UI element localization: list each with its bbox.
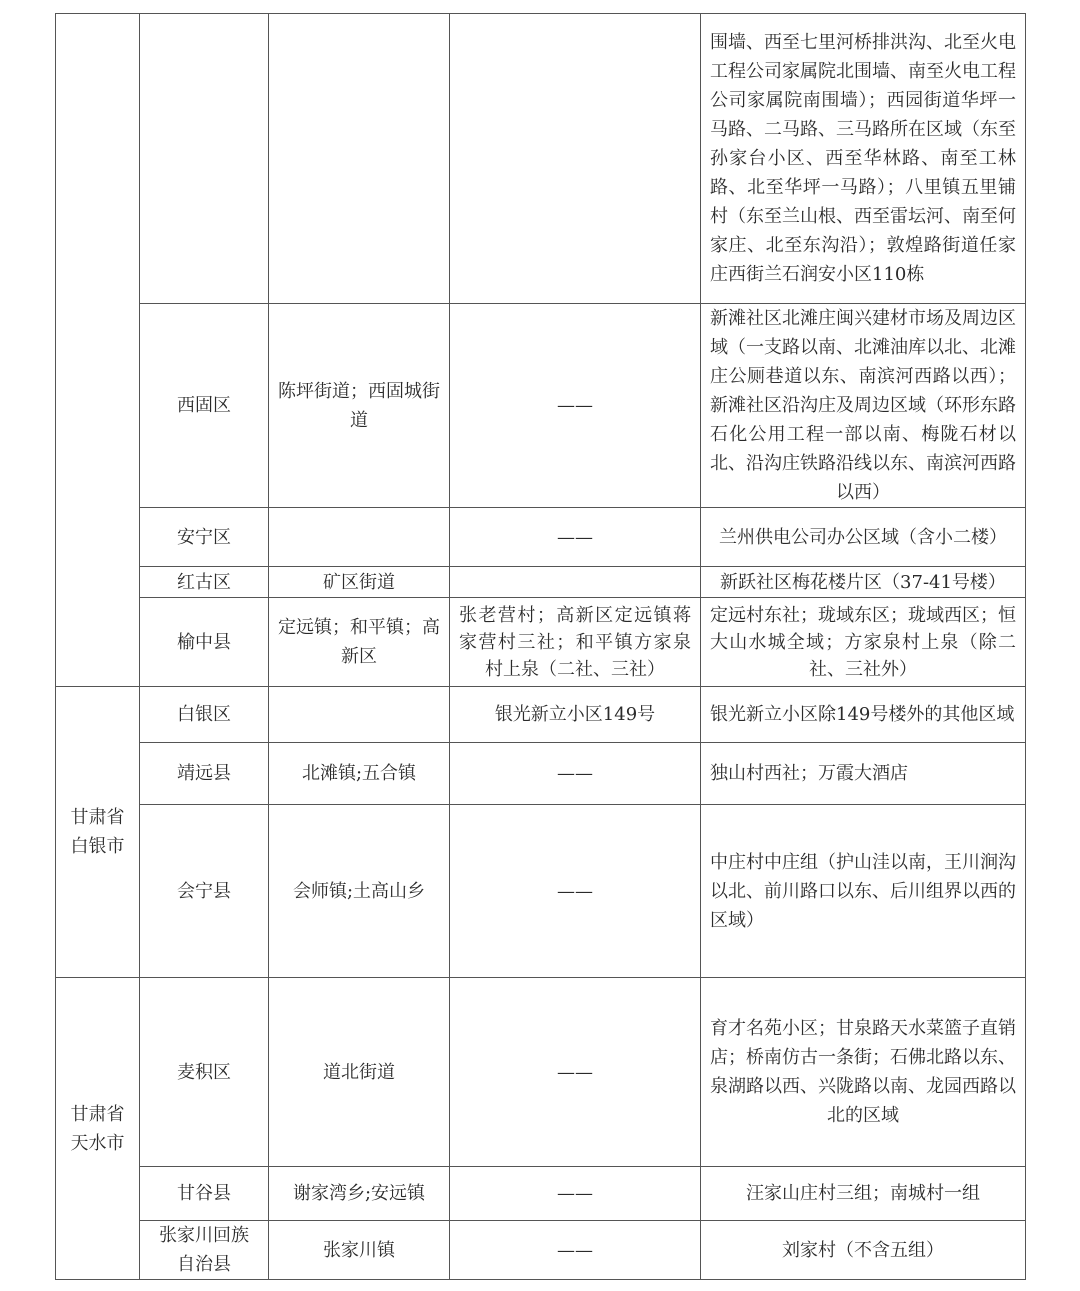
low-risk-text: 独山村西社；万霞大酒店 bbox=[710, 763, 908, 784]
low-risk-text: 兰州供电公司办公区域（含小二楼） bbox=[719, 526, 1007, 548]
medium-risk-text: 张老营村；高新区定远镇蒋家营村三社；和平镇方家泉村上泉（二社、三社） bbox=[459, 604, 691, 680]
district-cell: 西固区 bbox=[140, 304, 269, 508]
low-risk-cell bbox=[701, 598, 1026, 687]
low-risk-cell bbox=[701, 567, 1026, 598]
low-risk-text: 中庄村中庄组（护山洼以南，王川涧沟以北、前川路口以东、后川组界以西的区域） bbox=[710, 851, 1016, 931]
table-row bbox=[56, 304, 1026, 508]
low-risk-cell bbox=[701, 1167, 1026, 1221]
medium-risk-cell: —— bbox=[450, 978, 701, 1167]
towns-cell bbox=[269, 14, 450, 304]
medium-risk-cell: —— bbox=[450, 1167, 701, 1221]
towns-cell: 矿区街道 bbox=[269, 567, 450, 598]
table-row bbox=[56, 1221, 1026, 1280]
district-cell: 麦积区 bbox=[140, 978, 269, 1167]
low-risk-cell bbox=[701, 304, 1026, 508]
towns-cell bbox=[269, 508, 450, 567]
towns-cell bbox=[269, 687, 450, 743]
towns-cell: 北滩镇;五合镇 bbox=[269, 743, 450, 805]
city-cell bbox=[56, 687, 140, 978]
towns-cell: 会师镇;土高山乡 bbox=[269, 805, 450, 978]
towns-cell: 张家川镇 bbox=[269, 1221, 450, 1280]
table-row bbox=[56, 567, 1026, 598]
low-risk-cell bbox=[701, 14, 1026, 304]
district-cell bbox=[140, 1221, 269, 1280]
table-row bbox=[56, 687, 1026, 743]
low-risk-text: 新滩社区北滩庄闽兴建材市场及周边区域（一支路以南、北滩油库以北、北滩庄公厕巷道以东、南滨河西路以西）；新滩社区沿沟庄及周边区域（环形东路石化公用工程一部以南、梅陇石材以北、沿沟庄铁路沿线以东、南滨河西路以西） bbox=[710, 308, 1016, 503]
medium-risk-cell: —— bbox=[450, 805, 701, 978]
table-row bbox=[56, 508, 1026, 567]
city-cell bbox=[56, 14, 140, 687]
district-cell bbox=[140, 14, 269, 304]
low-risk-text: 汪家山庄村三组；南城村一组 bbox=[746, 1183, 980, 1204]
low-risk-cell bbox=[701, 1221, 1026, 1280]
medium-risk-cell: —— bbox=[450, 743, 701, 805]
district-cell: 安宁区 bbox=[140, 508, 269, 567]
towns-cell: 道北街道 bbox=[269, 978, 450, 1167]
city-cell bbox=[56, 978, 140, 1280]
district-cell: 甘谷县 bbox=[140, 1167, 269, 1221]
medium-risk-cell: —— bbox=[450, 508, 701, 567]
towns-text: 陈坪街道；西固城街道 bbox=[278, 380, 440, 431]
low-risk-cell bbox=[701, 508, 1026, 567]
table-row bbox=[56, 743, 1026, 805]
district-cell: 靖远县 bbox=[140, 743, 269, 805]
towns-cell: 谢家湾乡;安远镇 bbox=[269, 1167, 450, 1221]
district-cell: 红古区 bbox=[140, 567, 269, 598]
district-text: 张家川回族自治县 bbox=[159, 1225, 249, 1275]
table-row bbox=[56, 805, 1026, 978]
low-risk-text: 定远村东社；珑域东区；珑域西区；恒大山水城全域；方家泉村上泉（除二社、三社外） bbox=[710, 604, 1016, 680]
low-risk-text: 刘家村（不含五组） bbox=[782, 1239, 944, 1261]
table-row bbox=[56, 598, 1026, 687]
table-row bbox=[56, 1167, 1026, 1221]
city-text: 甘肃省天水市 bbox=[70, 1103, 125, 1154]
towns-text: 定远镇；和平镇；高新区 bbox=[278, 617, 440, 667]
medium-risk-cell bbox=[450, 598, 701, 687]
low-risk-cell bbox=[701, 687, 1026, 743]
low-risk-text: 银光新立小区除149号楼外的其他区域 bbox=[710, 704, 1015, 725]
low-risk-text: 育才名苑小区；甘泉路天水菜篮子直销店；桥南仿古一条街；石佛北路以东、泉湖路以西、兴陇路以南、龙园西路以北的区域 bbox=[710, 1018, 1016, 1126]
table-row bbox=[56, 14, 1026, 304]
medium-risk-cell bbox=[450, 14, 701, 304]
district-cell: 会宁县 bbox=[140, 805, 269, 978]
table-row bbox=[56, 978, 1026, 1167]
medium-risk-cell: —— bbox=[450, 304, 701, 508]
district-cell: 榆中县 bbox=[140, 598, 269, 687]
medium-risk-cell: 银光新立小区149号 bbox=[450, 687, 701, 743]
district-cell: 白银区 bbox=[140, 687, 269, 743]
city-text: 甘肃省白银市 bbox=[70, 807, 125, 857]
medium-risk-cell: —— bbox=[450, 1221, 701, 1280]
low-risk-cell bbox=[701, 743, 1026, 805]
low-risk-text: 新跃社区梅花楼片区（37-41号楼） bbox=[720, 571, 1006, 593]
risk-area-table bbox=[55, 13, 1026, 1280]
low-risk-cell bbox=[701, 805, 1026, 978]
low-risk-cell bbox=[701, 978, 1026, 1167]
towns-cell bbox=[269, 598, 450, 687]
medium-risk-cell bbox=[450, 567, 701, 598]
towns-cell bbox=[269, 304, 450, 508]
low-risk-text: 围墙、西至七里河桥排洪沟、北至火电工程公司家属院北围墙、南至火电工程公司家属院南围墙）；西园街道华坪一马路、二马路、三马路所在区域（东至孙家台小区、西至华林路、南至工林路、北至华坪一马路）；八里镇五里铺村（东至兰山根、西至雷坛河、南至何家庄、北至东沟沿）；敦煌路街道任家庄西街兰石润安小区110栋 bbox=[710, 32, 1016, 285]
